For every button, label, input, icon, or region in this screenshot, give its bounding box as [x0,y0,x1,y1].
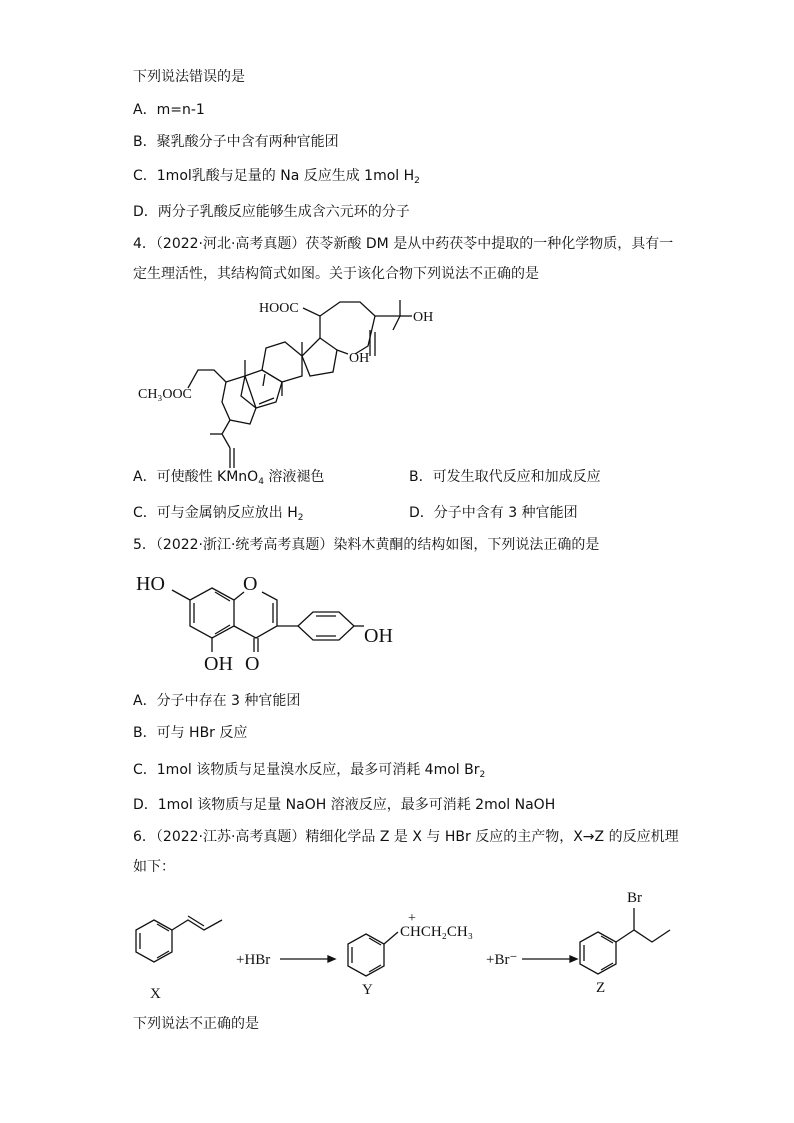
q3-option-c[interactable] [133,166,420,191]
q5-stem: 5．（2022·浙江·统考高考真题）染料木黄酮的结构如图，下列说法正确的是 [133,537,600,553]
q4-option-a-text: A．可使酸性 KMnO [133,469,259,485]
q5-option-d[interactable]: D．1mol 该物质与足量 NaOH 溶液反应，最多可消耗 2mol NaOH [133,797,556,813]
q3-option-c-text: C．1mol乳酸与足量的 Na 反应生成 1mol H [133,168,415,184]
q4-option-c-subscript: 2 [297,513,304,523]
reagent-br-minus: +Br⁻ [486,952,518,968]
q3-option-a[interactable]: A．m=n-1 [133,102,205,118]
q6-stem-line1: 6．（2022·江苏·高考真题）精细化学品 Z 是 X 与 HBr 反应的主产物，X→Z 的反应机理 [133,829,679,845]
q4-label-cooh: HOOC [259,301,299,316]
q6-stem-line2: 如下： [133,859,175,875]
q5-option-a[interactable]: A．分子中存在 3 种官能团 [133,693,301,709]
q4-option-c[interactable] [133,503,304,528]
y-label: Y [362,982,373,998]
q5-option-c[interactable] [133,760,485,785]
q4-stem-line1: 4．（2022·河北·高考真题）茯苓新酸 DM 是从中药茯苓中提取的一种化学物质，具有一 [133,236,674,252]
q4-label-oh-top: OH [413,310,434,325]
q3-stem-tail: 下列说法错误的是 [133,69,245,85]
q4-stem-line2: 定生理活性，其结构简式如图。关于该化合物下列说法不正确的是 [133,266,539,282]
q3-option-c-subscript: 2 [414,176,420,186]
q3-option-d[interactable]: D．两分子乳酸反应能够生成含六元环的分子 [133,204,410,220]
q6-reaction-scheme [130,882,710,1012]
q5-label-o-carbonyl: O [245,653,260,675]
q3-option-b[interactable]: B．聚乳酸分子中含有两种官能团 [133,134,339,150]
q5-label-oh-right: OH [364,625,393,647]
x-label: X [150,986,161,1002]
q4-option-d[interactable]: D．分子中含有 3 种官能团 [409,505,578,521]
q5-option-c-subscript: 2 [479,770,486,780]
q5-label-oh-bottom: OH [204,653,233,675]
q5-option-c-text: C．1mol 该物质与足量溴水反应，最多可消耗 4mol Br [133,762,480,778]
q5-label-ho-left: HO [136,573,165,595]
q4-option-b[interactable]: B．可发生取代反应和加成反应 [409,469,601,485]
reagent-hbr: +HBr [236,952,271,968]
q4-option-a-subscript: 4 [258,477,264,487]
br-label: Br [627,890,642,906]
q4-structure-diagram [130,290,460,480]
q4-option-a-text-end: 溶液褪色 [263,469,325,485]
q4-label-ester: CH₃OOC [138,387,192,402]
q5-structure-diagram [132,566,412,676]
q5-option-b[interactable]: B．可与 HBr 反应 [133,725,248,741]
y-benzene-ring [348,934,384,976]
q4-option-c-text: C．可与金属钠反应放出 H [133,505,298,521]
q5-label-o-ring: O [243,573,258,595]
intermediate-label: CHCH₂CH₃ [400,924,473,940]
q6-stem-tail: 下列说法不正确的是 [133,1016,259,1032]
x-benzene-ring [136,920,172,962]
carbocation-plus: + [408,911,416,926]
z-label: Z [596,980,606,996]
q4-label-oh-ring: OH [349,351,370,366]
z-benzene-ring [580,932,616,974]
q4-option-a[interactable] [133,467,324,492]
